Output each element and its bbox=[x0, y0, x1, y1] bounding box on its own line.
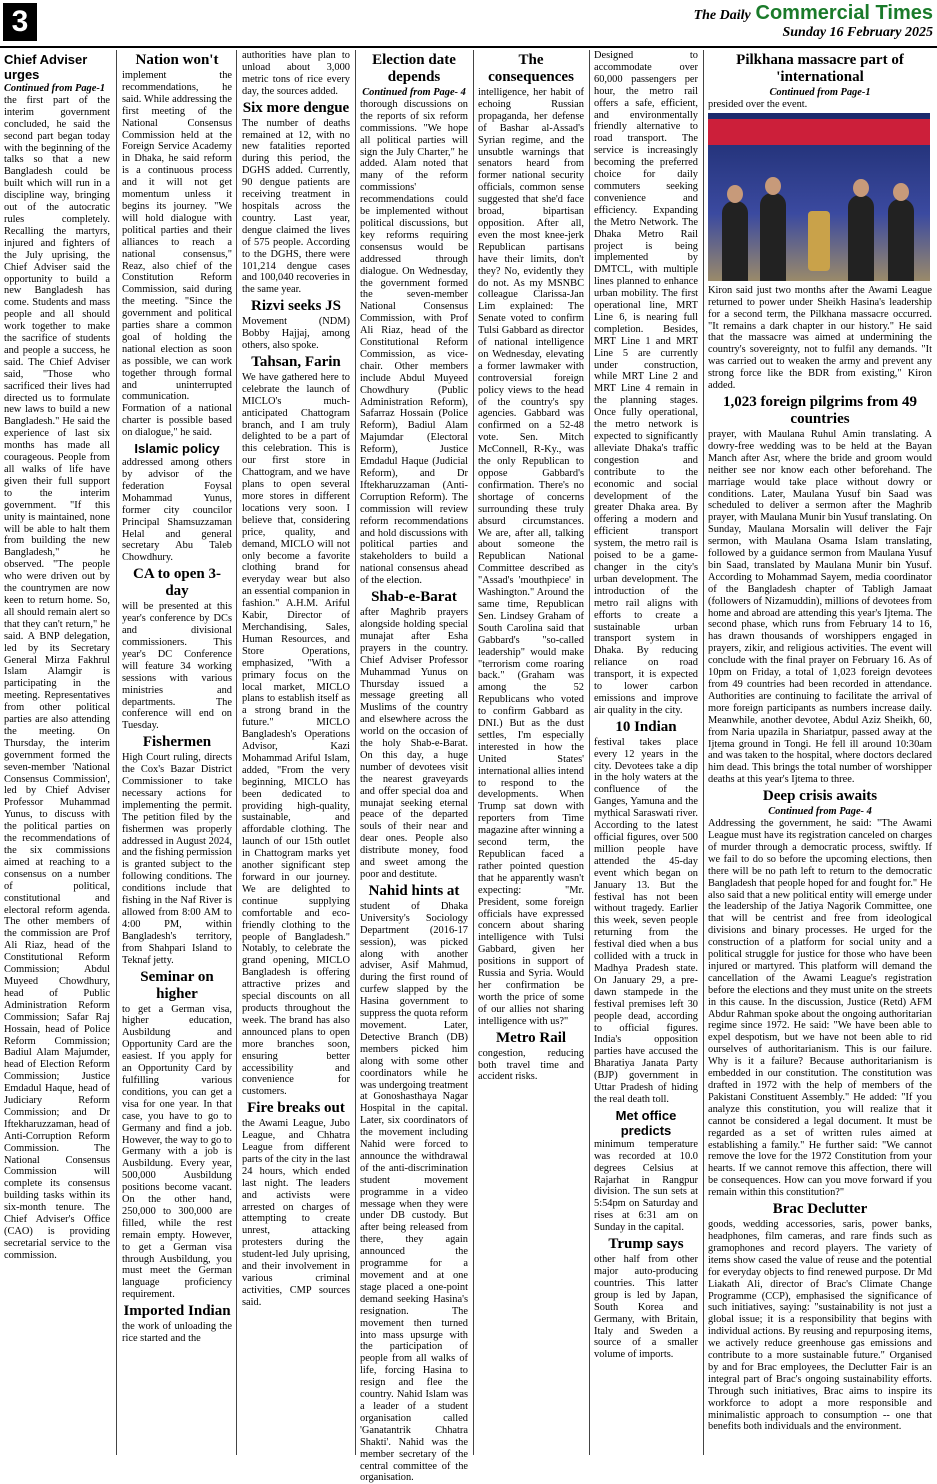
article-body: festival takes place every 12 years in the city. Devotees take a dip in the holy waters at the confluence of the Ganges, Yamuna and the mythical Saraswati river. According to the latest official figures, over 500 million people have attended the 45-day event which began on January 13. But the festival has not been without tragedy. Earlier this week, seven people returning from the festival died when a bus collided with a truck in Madhya Pradesh state. On January 29, a pre-dawn stampede in the festival premises left 30 people dead, according to official figures. India's opposition parties have accused the Bharatiya Janata Party (BJP) government in Uttar Pradesh of hiding the real death toll. bbox=[594, 736, 698, 1105]
headline-consequences: The consequences bbox=[488, 52, 574, 85]
paper-prefix: The Daily bbox=[693, 8, 751, 23]
column-divider bbox=[473, 50, 474, 1455]
article-body: Movement (NDM) Bobby Hajjaj, among others, also spoke. bbox=[242, 316, 350, 352]
headline-metro-rail: Metro Rail bbox=[495, 1029, 567, 1046]
headline-chief-adviser: Chief Adviser urges bbox=[4, 52, 88, 82]
headline-imported-indian: Imported Indian bbox=[123, 1303, 231, 1320]
article-body: Addressing the government, he said: "The Awami League must have its registration canceled on charges of murder through a democratic process, swiftly. If we fail to do so before the upcoming elections, then there will be no path left to return to the democratic Bangladesh that people hoped for and fought for." He also said that a new political entity will emerge under the leadership of the Jatiya Nagorik Committee, one that will be centrist and free from ideological divisions and binary processes. He urged for the construction of a platform for social unity and a political struggle for justice for those who have been injured or martyred. This platform will demand the cancellation of the Awami League's registration before the elections and they must unite on the streets in this cause. In the discussion, Justice (Retd) AFM Abdur Rahman spoke about the ongoing authoritarian regime since 1972. He said: "We have been able to expel despotism, but we have not been able to rid ourselves of authoritarianism. This is our failure. Why is it a failure? Because authoritarianism is embedded in our constitution. The constitution was drafted in 1972 with the help of members of the Pakistani Constituent Assembly." He added: "If you analyze this constitution, you will realize that it cannot be considered a legal document. It must be regarded as a set of written rules aimed at establishing a family." He further said: "We cannot remove the love for the 1972 Constitution from your hearts. If we cannot remove this affection, there will be consequences. How can you move forward if you remain within this constitution?" bbox=[708, 818, 932, 1199]
newspaper-title bbox=[694, 2, 933, 25]
column-divider bbox=[589, 50, 590, 1455]
headline-pilgrims: 1,023 foreign pilgrims from 49 countries bbox=[722, 393, 917, 427]
article-body: goods, wedding accessories, saris, power banks, headphones, film cameras, and rare finds such as gramophones and record players. The variety of items show cased the value of reuse and the potential for everyday objects to find renewed purpose. Dr Md Liakath Ali, director of Brac's Climate Change Programme (CCP), emphasised the significance of such initiatives, saying: "sustainability is not just a global issue; it is a responsibility that begins with individual actions. By reusing and repurposing items, we actively reduce greenhouse gas emissions and contribute to a more sustainable future." Organised by and for Brac employees, the Declutter Fair is an integral part of Brac's ongoing sustainability efforts. Through such initiatives, Brac aims to inspire its workforce to adopt a more responsible and minimalistic approach to consumption -- one that benefits both individuals and the environment. bbox=[708, 1219, 932, 1433]
headline-deep-crisis: Deep crisis awaits bbox=[762, 788, 878, 805]
column-7 bbox=[708, 50, 932, 1455]
article-body: authorities have plan to unload about 3,000 metric tons of rice every day, the sources added. bbox=[242, 50, 350, 97]
article-body: intelligence, her habit of echoing Russian propaganda, her defense of Bashar al-Assad's Syrian regime, and the unsubtle warnings that senators heard from former national security officials, common sense suggested that she'd face broad, bipartisan opposition. After all, even the most knee-jerk Republican partisans have their limits, don't they? No, evidently they do not. As my MSNBC colleague Clarissa-Jan Lim explained: The Senate voted to confirm Tulsi Gabbard as director of national intelligence on Wednesday, elevating a former lawmaker with controversial foreign policy views to the head of the country's spy agencies. Gabbard was confirmed on a 52-48 vote. Sen. Mitch McConnell, R-Ky., was the only Republican to oppose Gabbard's confirmation. There's no shortage of concerns surrounding these truly absurd circumstances. We are, after all, talking about someone the Republican National Committee described as "Assad's 'mouthpiece' in Washington." Around the same time, Republican Sen. Lindsey Graham of South Carolina said that Gabbard's "so-called leadership" would make "terrorism come roaring back." (Graham was among the 52 Republicans who voted to confirm Gabbard as DNI.) But as the dust settles, I'm especially interested in how the United States' international allies intend to respond to the developments. When Trump sat down with reporters from Time magazine after winning a second term, the Republican faced a rather pointed question that he apparently wasn't expecting: "Mr. President, some foreign officials have expressed concern about sharing intelligence with Tulsi Gabbard, given her positions in support of Russia and Syria. Would her confirmation be worth the price of some of our allies not sharing intelligence with us?" bbox=[478, 87, 584, 1027]
headline-shab-e-barat: Shab-e-Barat bbox=[371, 589, 457, 606]
column-divider bbox=[355, 50, 356, 1455]
article-body: We have gathered here to celebrate the launch of MICLO's much-anticipated Chattogram branch, and I am truly delighted to be a part of this celebration. This is our first store in Chattogram, and we have plans to open several more stores in different locations very soon. I believe that, considering price, quality, and demand, MICLO will not only become a favorite clothing brand for everyday wear but also an essential companion in fashion." A.H.M. Ariful Kabir, Director of Merchandising, Sales, Human Resources, and Store Operations, emphasized, "With a primary focus on the local market, MICLO plans to establish itself as a strong brand in the future." MICLO Bangladesh's Operations Advisor, Kazi Mohammad Ariful Islam, added, "From the very beginning, MICLO has been dedicated to providing high-quality, sustainable, and affordable clothing. The launch of our 15th outlet in Chattogram marks yet another significant step forward in our journey. We are delighted to continue supplying comfortable and eco-friendly clothing to the people of Bangladesh." Notably, to celebrate the grand opening, MICLO Bangladesh is offering attractive prizes and special discounts on all products throughout the week. The brand has also announced plans to open more branches soon, ensuring better accessibility and convenience for customers. bbox=[242, 371, 350, 1098]
column-2 bbox=[122, 50, 232, 1455]
trophy-icon bbox=[808, 211, 830, 271]
article-body: the Awami League, Jubo League, and Chhatra League from different parts of the city in the last 24 hours, which ended last night. The leaders and activists were arrested on charges of attempting to create unrest, attacking protesters during the student-led July uprising, and their involvement in various criminal activities, CMP sources said. bbox=[242, 1118, 350, 1308]
headline-fishermen: Fishermen bbox=[142, 734, 212, 751]
continued-note: Continued from Page-1 bbox=[769, 87, 871, 98]
article-body: the first part of the interim government concluded, he said the second part began today with the beginning of the talks so that a new Bangladesh could be built which will run in a discipline way, bringing out of the autocratic rules completely. Recalling the martyrs, injured and fighters of the July uprising, the Chief Adviser said the opportunity to build a new Bangladesh has come. Students and mass people and all should work together to make the sacrifice of students and people a success, he said. The Chief Adviser said, "Those who sacrificed their lives had directed us to formulate new laws to build a new Bangladesh." He said the experience of last six months has made all courageous. People from all walks of life have given their full support to the interim government. "If this unity is maintained, none will be able to halt them from building the new Bangladesh," he observed. "The people who were driven out by the countrymen are now keen to return home. So, all should remain alert so that they can't return," he said. A BNP delegation, led by its Secretary General Mirza Fakhrul Islam Alamgir is participating in the meeting. Representatives from other political parties are also attending the meeting. On Thursday, the interim government formed the seven-member 'National Consensus Commission', led by Chief Adviser Professor Muhammad Yunus, to discuss with the political parties on the recommendations of the six commissions aimed at reaching to a consensus on a number of political, constitutional and electoral reform agenda. The other members of the commission are Prof Ali Riaz, head of the Constitutional Reform Commission; Abdul Muyeed Chowdhury, head of Public Administration Reform Commission; Safar Raj Hossain, head of Police Reform Commission; Badiul Alam Majumder, head of Election Reform Commission; Justice Emdadul Haque, head of Judiciary Reform Commission; and Dr Iftekharuzzaman, head of Anti-Corruption Reform Commission. The National Consensus Commission will complete its consensus building tasks within its six-month tenure. The Chief Adviser's Office (CAO) is providing secretarial service to the commission. bbox=[4, 94, 110, 1261]
column-1 bbox=[4, 50, 110, 1455]
headline-islamic-policy: Islamic policy bbox=[134, 441, 220, 457]
person-head bbox=[853, 179, 869, 197]
article-body: congestion, reducing both travel time and accident risks. bbox=[478, 1047, 584, 1083]
person-head bbox=[727, 185, 743, 203]
person-figure bbox=[848, 195, 874, 281]
column-divider bbox=[236, 50, 237, 1455]
headline-ca-3day: CA to open 3-day bbox=[133, 566, 221, 600]
article-body: student of Dhaka University's Sociology Department (2016-17 session), was picked along with another adviser, Asif Mahmud, during the first round of curfew slapped by the Hasina government to suppress the quota reform movement. Later, Detective Branch (DB) members picked him along with some other coordinators while he was undergoing treatment at Gonoshasthaya Nagar Hospital in the capital. Later, six coordinators of the movement including Nahid were forced to announce the withdrawal of the anti-discrimination student movement programme in a video message when they were under DB custody. But after being released from there, they again announced the programme for a movement and at one stage placed a one-point demand seeking Hasina's resignation. The movement then turned into mass upsurge with the participation of people from all walks of life, forcing Hasina to resign and flee the country. Nahid Islam was a leader of a student organisation called 'Ganatantrik Chhatra Shakti'. Nahid was the member secretary of the central committee of the organisation. bbox=[360, 900, 468, 1484]
article-body: addressed among others by advisor of the federation Foysal Mohammad Yunus, former city councilor Principal Shamsuzzaman Helal and general secretary Abu Taleb Chowdhury. bbox=[122, 457, 232, 564]
headline-seminar: Seminar on higher bbox=[140, 968, 214, 1002]
headline-trump-says: Trump says bbox=[608, 1236, 684, 1253]
person-figure bbox=[888, 199, 914, 281]
headline-election-date: Election date depends bbox=[372, 52, 456, 85]
article-body: prayer, with Maulana Ruhul Amin translating. A dowry-free wedding was to be held at the Bayan Manch after Asr, where the bride and groom would neither see nor know each other beforehand. The marriage would take place without dowry or conditions. Later, Maulana Yusuf bin Saad was scheduled to deliver a sermon after the Maghrib prayer, with Maulana Munir bin Yusuf translating. On Sunday, Maulana Morsalin will deliver the Fajr sermon, with Maulana Osama Islam translating, followed by a guidance sermon from Maulana Yusuf bin Saad, translated by Maulana Munir bin Yusuf. According to Mohammad Sayem, media coordinator of the Bangladesh chapter of Tabligh Jamaat (followers of Nizamuddin), millions of devotees from home and abroad are attending this year's Ijtema. The second phase, which runs from February 14 to 16, has drawn thousands of worshippers engaged in prayers, zikir, and religious activities. The event will conclude with the final prayer on February 16. As of 10pm on Friday, a total of 1,023 foreign devotees from 49 countries had been recorded in attendance. Authorities are continuing to facilitate the arrival of more foreign participants as numbers increase daily. Meanwhile, another devotee, Abdul Aziz Sheikh, 60, from Naria upazila in Shariatpur, passed away at the Ijtema ground in Tongi. He fell ill around 10:30am and was taken to the hospital, where doctors declared him dead. This brings the total number of worshipper deaths at this year's Ijtema to three. bbox=[708, 428, 932, 786]
headline-pilkhana: Pilkhana massacre part of 'international bbox=[736, 52, 904, 85]
paper-name: Commercial Times bbox=[755, 2, 933, 24]
article-body: implement the recommendations, he said. While addressing the first meeting of the National Consensus Commission held at the Foreign Service Academy in Dhaka, he said reform is a continuous process and it will not get momentum unless it begins its journey. "We will hold dialogue with political parties and their alliances to reach a national consensus," Reaz, also chief of the Constitution Reform Commission, said during the meeting. "Since the government and political parties share a common goal of holding the national election as soon as possible, we can work together through formal and uninterrupted communication. Formation of a national charter is possible based on dialogue," he said. bbox=[122, 70, 232, 439]
person-figure bbox=[722, 201, 748, 281]
headline-met-office: Met office predicts bbox=[615, 1107, 677, 1138]
issue-date: Sunday 16 February 2025 bbox=[782, 25, 933, 40]
photo-banner bbox=[708, 119, 930, 145]
continued-note: Continued from Page-1 bbox=[4, 83, 106, 94]
column-divider bbox=[703, 50, 704, 1455]
article-body: thorough discussions on the reports of six reform commissions. "We hope all political parties will sign the July Charter," he added. Alam noted that many of the reform commissions' recommendations could be implemented without political discussions, but key reforms requiring consensus would be addressed through dialogue. On Wednesday, the government formed the seven-member National Consensus Commission, with Prof Ali Riaz, head of the Constitutional Reform Commission, as vice-chair. Other members include Abdul Muyeed Chowdhury (Public Administration Reform), Safarraz Hossain (Police Reform), Badiul Alam Majumdar (Electoral Reform), Justice Emdadul Haque (Judicial Reform), and Dr Iftekharuzzaman (Anti-Corruption Reform). The commission will review reform recommendations and hold discussions with political parties and stakeholders to build a national consensus ahead of the election. bbox=[360, 98, 468, 587]
headline-10-indian: 10 Indian bbox=[615, 718, 677, 735]
masthead bbox=[0, 0, 937, 48]
event-photo bbox=[708, 113, 930, 281]
headline-nahid: Nahid hints at bbox=[368, 882, 460, 899]
article-body: High Court ruling, directs the Cox's Bazar District Commissioner to take necessary actions for implementing the permit. The petition filed by the fishermen was properly addressed in August 2024, and the fishing permission is granted subject to the following conditions. The conditions include that fishing in the Naf River is allowed from 8:00 AM to 4:00 PM, within Bangladesh's territory, from Shahpari Island to Teknaf jetty. bbox=[122, 752, 232, 966]
article-body: the work of unloading the rice started and the bbox=[122, 1321, 232, 1345]
headline-nation-wont: Nation won't bbox=[135, 52, 219, 68]
headline-dengue: Six more dengue bbox=[242, 99, 350, 116]
article-body: Kiron said just two months after the Awami League returned to power under Sheikh Hasina's leadership for a second term, the Pilkhana massacre occurred. "It remains a dark chapter in our history." He said that the massacre was aimed at undermining the country's sovereignty, not to fulfil any demands. "It was carried out to weaken the army and prevent any strong force like the BDR from existing," Kiron added. bbox=[708, 284, 932, 392]
headline-fire: Fire breaks out bbox=[247, 1100, 345, 1117]
article-body: Designed to accommodate over 60,000 passengers per hour, the metro rail offers a safe, efficient, and environmentally friendly alternative to road transport. The service is increasingly becoming the preferred choice for daily commuters seeking convenience and efficiency. Expanding the Metro Network. The Dhaka Metro Rail project is being implemented by DMTCL, with multiple lines planned to enhance urban mobility. The first operational line, MRT Line 6, is nearing full completion. Besides, MRT Line 1 and MRT Line 5 are currently under construction, while MRT Line 2 and MRT Line 4 remain in the planning stages. Once fully operational, the metro network is expected to significantly alleviate Dhaka's traffic congestion and contribute to the economic and social development of the greater Dhaka area. By offering a modern and efficient transport system, the metro rail is poised to be a game-changer in the city's urban development. The introduction of the metro rail aligns with efforts to create a sustainable urban transport system in Dhaka. By reducing reliance on road transport, it is expected to lower carbon emissions and improve air quality in the city. bbox=[594, 50, 698, 716]
column-4 bbox=[360, 50, 468, 1484]
headline-tahsan: Tahsan, Farin bbox=[251, 353, 341, 370]
article-body: minimum temperature was recorded at 10.0 degrees Celsius at Rajarhat in Rangpur division. The sun sets at 5:54pm on Saturday and rises at 6:31 am on Sunday in the capital. bbox=[594, 1138, 698, 1234]
column-divider bbox=[116, 50, 117, 1455]
person-figure bbox=[760, 193, 786, 281]
column-3 bbox=[242, 50, 350, 1455]
article-body: after Maghrib prayers alongside holding special munajat after Esha prayers in the country. Chief Adviser Professor Muhammad Yunus on Thursday issued a message greeting all Muslims of the country and elsewhere across the world on the occasion of the holy Shab-e-Barat. On this day, a huge number of devotees visit the nearest graveyards and offer special doa and munajat seeking eternal peace of the departed souls of their near and dear ones. People also distribute money, food and sweet among the poor and destitute. bbox=[360, 607, 468, 880]
column-5 bbox=[478, 50, 584, 1455]
article-body: to get a German visa, higher education, Ausbildung and Opportunity Card are the easiest. If you apply for an Opportunity Card by fulfilling various conditions, you can get a visa for one year. In that case, you have to go to Germany and find a job. However, the way to go to Germany with a job is Ausbildung. Every year, 500,000 Ausbildung positions become vacant. On the other hand, 250,000 to 300,000 are filled, while the rest remain empty. However, to get a German visa through Ausbildung, you must meet the German language proficiency requirement. bbox=[122, 1003, 232, 1301]
person-head bbox=[765, 177, 781, 195]
column-6 bbox=[594, 50, 698, 1455]
headline-brac: Brac Declutter bbox=[772, 1201, 868, 1218]
page-number: 3 bbox=[3, 3, 37, 41]
person-head bbox=[893, 183, 909, 201]
article-lead: presided over the event. bbox=[708, 98, 808, 110]
article-body: The number of deaths remained at 12, with no new fatalities reported during this period, the DGHS added. Currently, 90 dengue patients are receiving treatment in hospitals across the country. Last year, dengue claimed the lives of 575 people. According to the DGHS, there were 101,214 dengue cases and 100,040 recoveries in the same year. bbox=[242, 117, 350, 296]
article-body: will be presented at this year's conference by DCs and divisional commissioners. This year's DC Conference will feature 34 working sessions with various ministries and departments. The conference will end on Tuesday. bbox=[122, 601, 232, 732]
continued-note: Continued from Page- 4 bbox=[768, 806, 872, 818]
headline-rizvi: Rizvi seeks JS bbox=[251, 298, 341, 315]
continued-note: Continued from Page- 4 bbox=[362, 87, 466, 98]
article-body: other half from other major auto-producing countries. This latter group is led by Japan, South Korea and Germany, with Britain, Italy and Sweden a source of a smaller volume of imports. bbox=[594, 1254, 698, 1361]
